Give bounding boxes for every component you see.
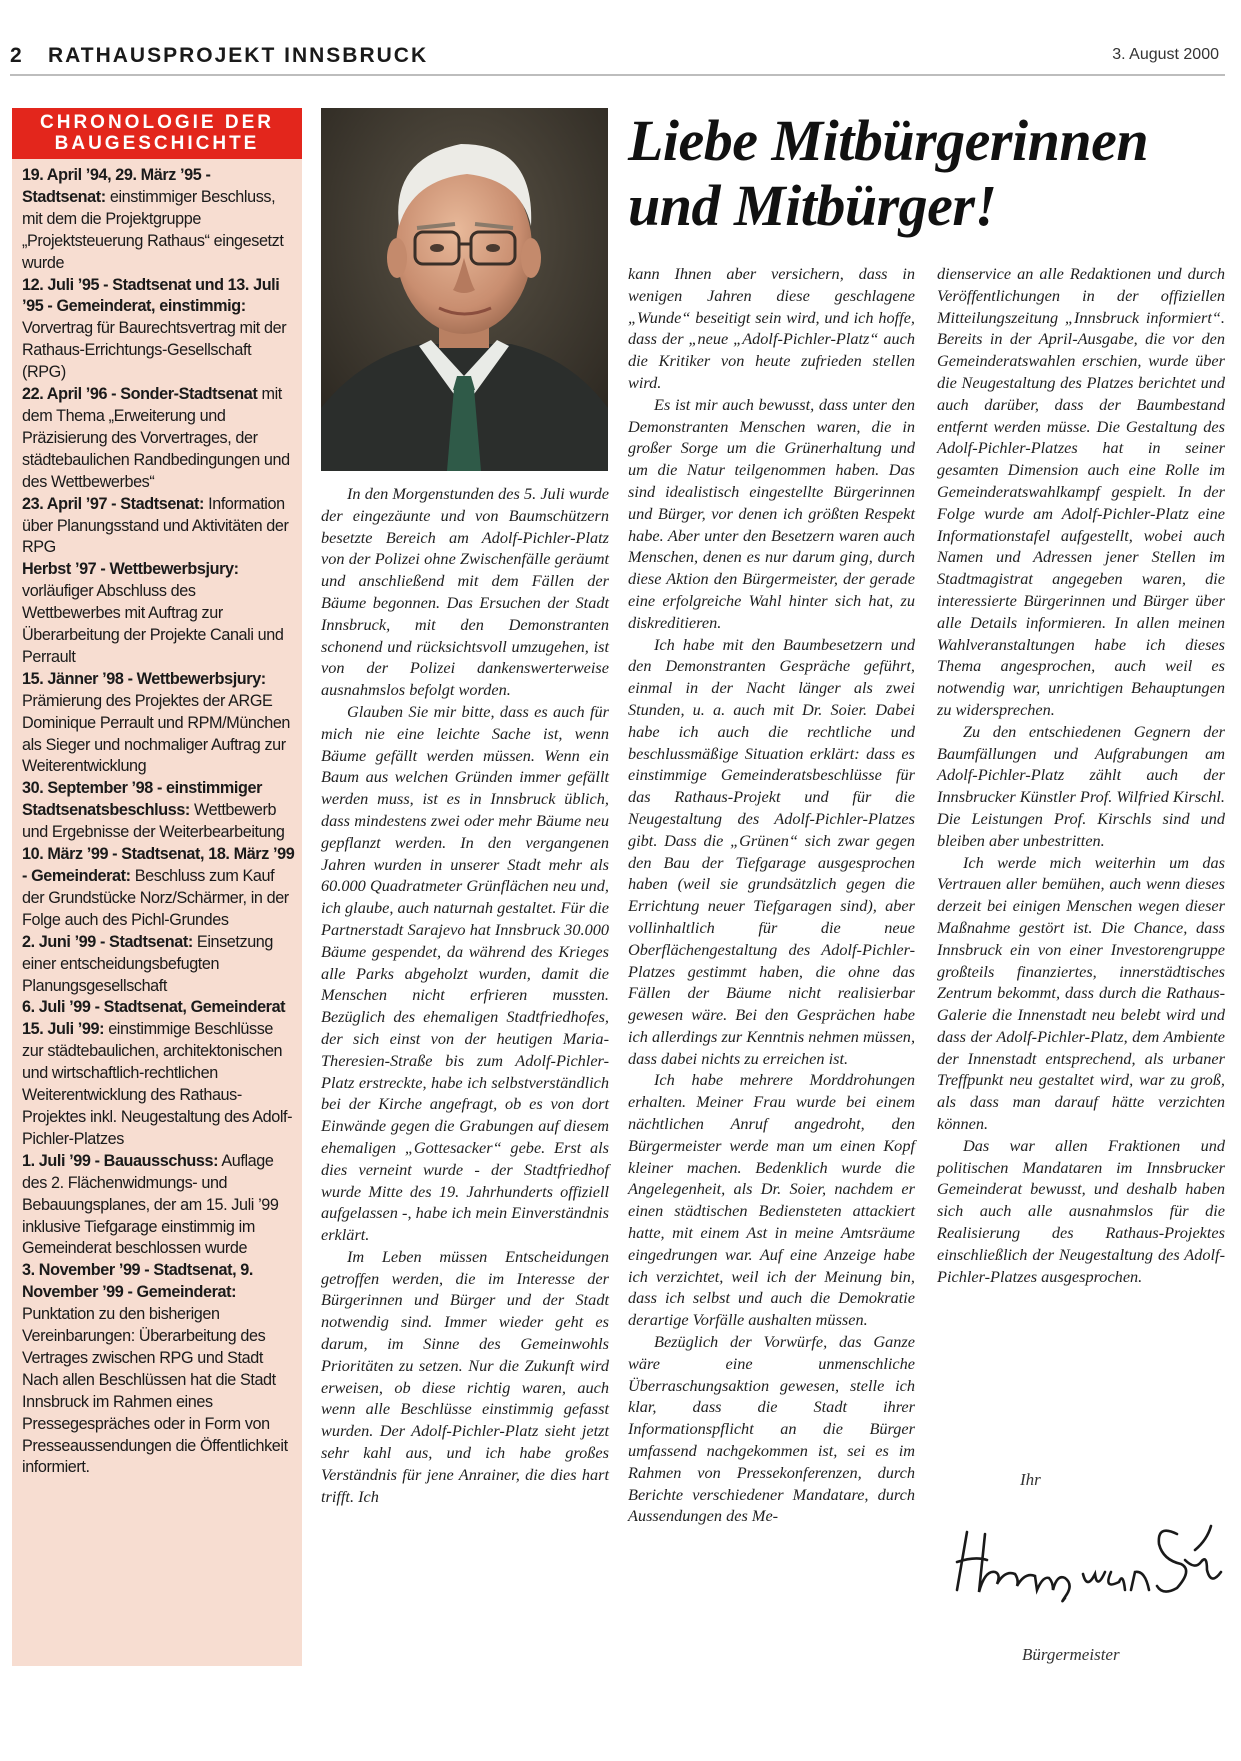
entry-date: 19. April ’94, 29. März ’95 - Stadtsenat: (22, 166, 211, 206)
letter-paragraph: Zu den entschiedenen Gegnern der Baumfällungen und Aufgrabungen am Adolf-Pichler-Platz zählt auch der Innsbrucker Künstler Prof. Wilfried Kirschl. Die Leistungen Prof. Kirschls sind und bleiben aber unbestritten. (937, 721, 1225, 850)
letter-paragraph: Es ist mir auch bewusst, dass unter den Demonstranten Menschen waren, die in großer Sorge um die Grünerhaltung und um die Natur teilgenommen haben. Das sind idealistisch eingestellte Bürgerinnen und Bürger, vor denen ich größten Respekt habe. Aber unter den Besetzern waren auch Menschen, denen es nur darum ging, durch diese Aktion den Bürgermeister, der gerade eine erfolgreiche Wahl hinter sich hat, zu diskreditieren. (628, 394, 915, 632)
entry-date: 2. Juni ’99 - Stadtsenat: (22, 932, 193, 951)
entry-text: einstimmige Beschlüsse zur städtebaulichen, architektonischen und wirtschaftlich-rechtlichen Weiterentwicklung des Rathaus-Projektes inkl. Neugestaltung des Adolf-Pichler-Platzes (22, 1020, 293, 1148)
letter-paragraph: dienservice an alle Redaktionen und durch Veröffentlichungen in der offiziellen Mitteilungszeitung „Innsbruck informiert“. Bereits in der April-Ausgabe, die vor den Gemeinderatswahlen erschien, wurde über die Neugestaltung des Platzes berichtet und auch darüber, dass der Baumbestand entfernt werden müsse. Die Gestaltung des Adolf-Pichler-Platzes hat in seiner gesamten Dimension auch eine Rolle im Gemeinderatswahlkampf gespielt. In der Folge wurde am Adolf-Pichler-Platz eine Informationstafel aufgestellt, wobei auch Namen und Adressen jener Stellen im Stadtmagistrat angegeben waren, die interessierte Bürgerinnen und Bürger über alle Details informieren. In allen meinen Wahlveranstaltungen habe ich dieses Thema angesprochen, auch weil es notwendig war, unrichtigen Behauptungen zu widersprechen. (937, 264, 1225, 719)
letter-column-1 (321, 483, 609, 1507)
letter-column-2 (628, 263, 915, 1527)
entry-text: Auflage des 2. Flächenwidmungs- und Bebauungsplanes, der am 15. Juli ’99 inklusive Tiefgarage einstimmig im Gemeinderat beschlossen wurde (22, 1151, 279, 1258)
letter-paragraph: Bezüglich der Vorwürfe, das Ganze wäre eine unmenschliche Überraschungsaktion gewesen, stelle ich klar, dass die Stadt ihrer Informationspflicht an die Bürger umfassend nachgekommen ist, sei es im Rahmen von Pressekonferenzen, durch Berichte verschiedener Mandatare, durch Aussendungen des Me- (628, 1332, 915, 1526)
publication-title: RATHAUSPROJEKT INNSBRUCK (48, 44, 429, 67)
entry-text: Einsetzung einer entscheidungsbefugten Planungsgesellschaft (22, 932, 274, 995)
letter-paragraph: Glauben Sie mir bitte, dass es auch für mich nie eine leichte Sache ist, wenn Bäume gefällt werden müssen. Wenn ein Baum aus welchen Gründen immer gefällt werden muss, ist es in Innsbruck üblich, dass mindestens zwei oder mehr Bäume neu gepflanzt werden. In den vergangenen Jahren wurden in unserer Stadt mehr als 60.000 Quadratmeter Grünflächen neu und, ich glaube, auch naturnah gestaltet. Für die Partnerstadt Sarajevo hat Innsbruck 30.000 Bäume gespendet, da während des Krieges alle Parks abgeholzt wurden, damit die Menschen nicht erfrieren mussten. Bezüglich des ehemaligen Stadtfriedhofes, der sich einst von der heutigen Maria-Theresien-Straße bis zum Adolf-Pichler-Platz erstreckte, habe ich selbstverständlich bei der Kirche angefragt, ob es von dort Einwände gegen die Grabungen auf diesem ehemaligen „Gottesacker“ gebe. Erst als dies verneint wurde - der Stadtfriedhof wurde Mitte des 19. Jahrhunderts offiziell aufgelassen -, habe ich mein Einverständnis erklärt. (321, 701, 609, 1245)
entry-date: 6. Juli ’99 - Stadtsenat, Gemeinderat 15. Juli ’99: (22, 998, 286, 1039)
entry-date: 10. März ’99 - Stadtsenat, 18. März ’99 - Gemeinderat: (22, 845, 295, 885)
entry-text: Prämierung des Projektes der ARGE Dominique Perrault und RPM/München als Sieger und nochmaliger Auftrag zur Weiterentwicklung (22, 691, 291, 776)
letter-paragraph: Ich habe mehrere Morddrohungen erhalten. Meiner Frau wurde bei einem nächtlichen Anruf angedroht, den Bürgermeister werde man um einen Kopf kleiner machen. Bedenklich wurde die Angelegenheit, als Dr. Soier, nachdem er einen städtischen Bediensteten attackiert hatte, mit einem Ast in meine Amtsräume eingedrungen war. Auf eine Anzeige habe ich verzichtet, weil ich der Meinung bin, dass ich selbst und auch die Demokratie derartige Vorfälle aushalten müssen. (628, 1070, 915, 1330)
entry-text: Beschluss zum Kauf der Grundstücke Norz/Schärmer, in der Folge auch des Pichl-Grundes (22, 867, 289, 929)
signatory-role: Bürgermeister (1022, 1645, 1120, 1664)
chronology-entry (22, 844, 297, 932)
entry-date: 23. April ’97 - Stadtsenat: (22, 494, 205, 513)
entry-date: 15. Jänner ’98 - Wettbewerbsjury: (22, 669, 266, 688)
mayor-portrait (321, 108, 608, 471)
letter-headline (628, 108, 1228, 238)
letter-paragraph: In den Morgenstunden des 5. Juli wurde der eingezäunte und von Baumschützern besetzte Bereich am Adolf-Pichler-Platz von der Polizei ohne Zwischenfälle geräumt und anschließend mit dem Fällen der Bäume begonnen. Das Ersuchen der Stadt Innsbruck, mit den Demonstranten schonend und rücksichtsvoll umzugehen, ist von der Polizei dankenswerterweise ausnahmslos befolgt worden. (321, 484, 609, 700)
entry-text: Vorvertrag für Baurechtsvertrag mit der Rathaus-Errichtungs-Gesellschaft (RPG) (22, 319, 287, 382)
chronology-outro: Nach allen Beschlüssen hat die Stadt Innsbruck im Rahmen eines Pressegespräches oder in Form von Presseaussendungen die Öffentlichkeit informiert. (22, 1370, 288, 1477)
entry-text: Punktation zu den bisherigen Vereinbarungen: Überarbeitung des Vertrages zwischen RPG und Stadt (22, 1305, 266, 1367)
letter-column-3 (937, 263, 1225, 1287)
portrait-illustration (321, 108, 608, 471)
letter-paragraph: Ich habe mit den Baumbesetzern und den Demonstranten Gespräche geführt, einmal in der Nacht länger als zwei Stunden, u. a. auch mit Dr. Soier. Dabei habe ich auch die rechtliche und beschlussmäßige Situation erklärt: dass es einstimmige Gemeinderatsbeschlüsse für das Rathaus-Projekt und für die Neugestaltung des Adolf-Pichler-Platzes gibt. Dass die „Grünen“ sich zwar gegen den Bau der Tiefgarage ausgesprochen haben (weil sie grundsätzlich gegen die Errichtung neuer Tiefgaragen sind), aber vollinhaltlich für die neue Oberflächengestaltung des Adolf-Pichler-Platzes gestimmt haben, die ohne das Fällen der Bäume nicht realisierbar gewesen wäre. Bei den Gesprächen habe ich allerdings zur Kenntnis nehmen müssen, dass dabei nichts zu erreichen ist. (628, 634, 916, 1068)
chronology-sidebar (12, 108, 302, 1666)
chronology-entry (22, 932, 297, 998)
chronology-title-line2: BAUGESCHICHTE (54, 133, 260, 154)
entry-date: 3. November ’99 - Stadtsenat, 9. November ’99 - Gemeinderat: (22, 1261, 254, 1302)
chronology-entry (22, 494, 297, 560)
chronology-entry (22, 997, 297, 1150)
handwritten-signature (945, 1510, 1225, 1610)
entry-text: Information über Planungsstand und Aktivitäten der RPG (22, 494, 289, 557)
letter-paragraph: Ich werde mich weiterhin um das Vertrauen aller bemühen, auch wenn dieses derzeit bei einigen Menschen wegen dieser Maßnahme gestört ist. Die Chance, dass Innsbruck ein von einer Investorengruppe großteils finanziertes, innerstädtisches Zentrum bekommt, dass durch die Rathaus-Galerie die Innenstadt neu belebt wird und dass der Adolf-Pichler-Platz, dem Ambiente der Innenstadt entsprechend, als urbaner Treffpunkt neu gestaltet wird, war zu groß, als dass man darauf hätte verzichten können. (937, 852, 1225, 1134)
letter-paragraph: Das war allen Fraktionen und politischen Mandataren im Innsbrucker Gemeinderat bewusst, und deshalb haben sich auch alle ausnahmslos für die Realisierung des Rathaus-Projektes einschließlich der Neugestaltung des Adolf-Pichler-Platzes ausgesprochen. (937, 1135, 1225, 1286)
entry-date: 30. September ’98 - einstimmiger Stadtsenatsbeschluss: (22, 779, 263, 820)
entry-date: Herbst ’97 - Wettbewerbsjury: (22, 560, 239, 579)
entry-text: Wettbewerb und Ergebnisse der Weiterbearbeitung (22, 801, 285, 842)
letter-closing: Ihr (1020, 1470, 1041, 1489)
chronology-entry (22, 275, 297, 385)
chronology-title-line1: CHRONOLOGIE DER (40, 112, 274, 133)
chronology-entry (22, 669, 297, 779)
chronology-entry (22, 1151, 297, 1261)
chronology-title (12, 108, 302, 159)
page-header (10, 44, 1225, 76)
headline-line1: Liebe Mitbürgerinnen (628, 108, 1149, 173)
chronology-entry (22, 778, 297, 844)
chronology-entry (22, 1260, 297, 1370)
entry-date: 1. Juli ’99 - Bauausschuss: (22, 1151, 219, 1170)
entry-text: mit dem Thema „Erweiterung und Präzisierung des Vorvertrages, der städtebaulichen Randbedingungen und des Wettbewerbes“ (22, 385, 290, 491)
issue-date: 3. August 2000 (1112, 46, 1219, 63)
entry-text: vorläufiger Abschluss des Wettbewerbes mit Auftrag zur Überarbeitung der Projekte Canali und Perrault (22, 582, 284, 666)
entry-date: 22. April ’96 - Sonder-Stadtsenat (22, 385, 258, 404)
letter-paragraph: Im Leben müssen Entscheidungen getroffen werden, die im Interesse der Bürgerinnen und Bürger und der Stadt notwendig sind. Immer wieder geht es darum, im Sinne des Gemeinwohls Prioritäten zu setzen. Nur die Zukunft wird erweisen, ob diese richtig waren, auch wenn alle Beschlüsse einstimmig gefasst wurden. Der Adolf-Pichler-Platz sieht jetzt sehr kahl aus, und ich habe großes Verständnis für jene Anrainer, die dies hart trifft. Ich (321, 1246, 609, 1506)
entry-date: 12. Juli ’95 - Stadtsenat und 13. Juli ’95 - Gemeinderat, einstimmig: (22, 275, 280, 316)
entry-text: einstimmiger Beschluss, mit dem die Projektgruppe „Projektsteuerung Rathaus“ eingesetzt wurde (22, 187, 284, 272)
headline-line2: und Mitbürger! (628, 173, 997, 238)
chronology-entry (22, 384, 297, 494)
chronology-entry (22, 165, 297, 275)
chronology-entry (22, 559, 297, 669)
letter-paragraph: kann Ihnen aber versichern, dass in wenigen Jahren diese geschlagene „Wunde“ beseitigt sein wird, und ich hoffe, dass der „neue „Adolf-Pichler-Platz“ auch die Kritiker von heute zufrieden stellen wird. (628, 264, 915, 392)
page-number: 2 (10, 44, 23, 67)
chronology-list (12, 159, 302, 1479)
